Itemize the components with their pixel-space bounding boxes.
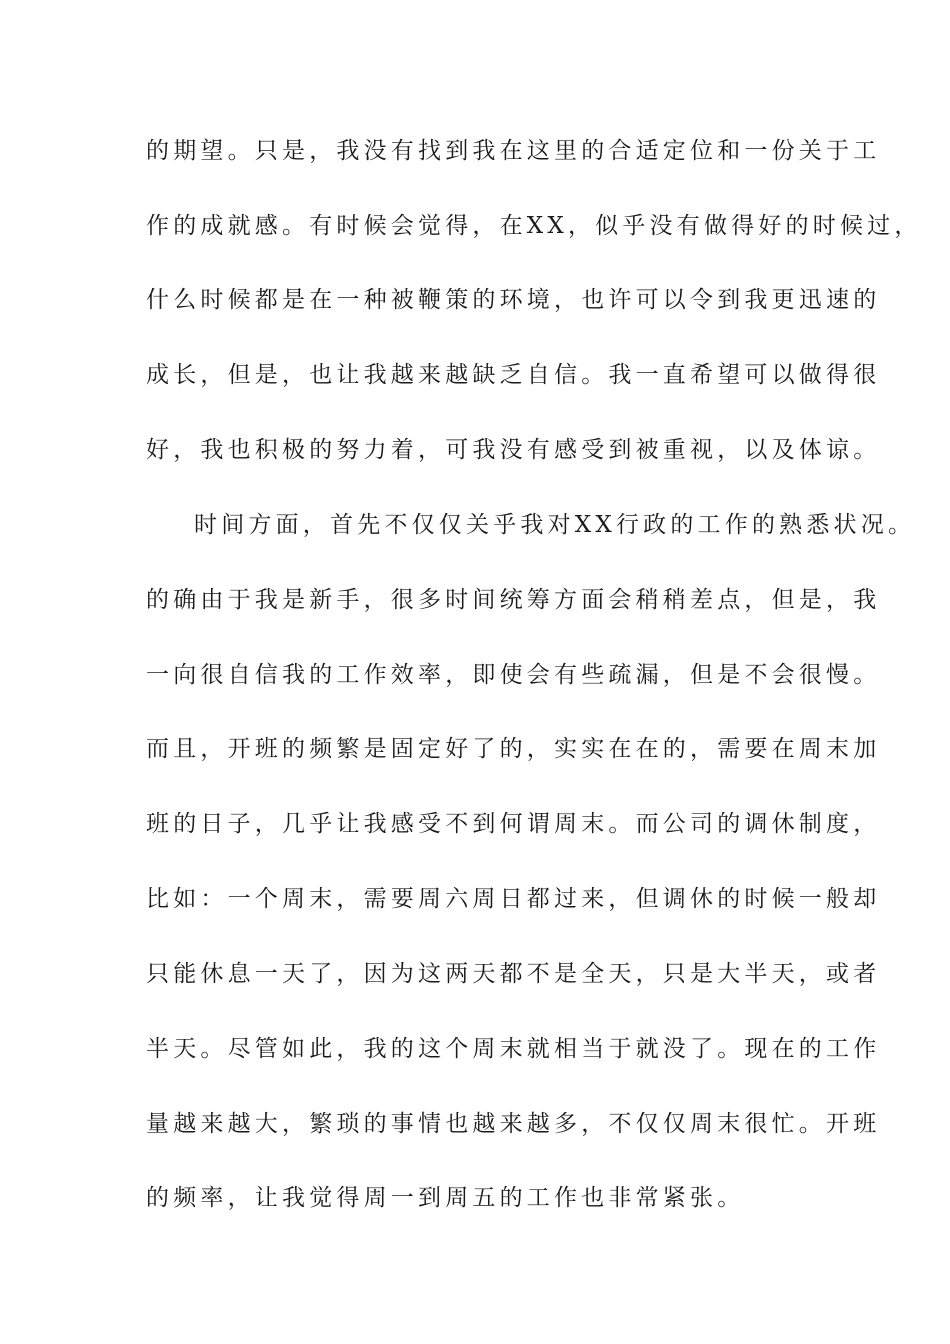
paragraph-line: 作的成就感。有时候会觉得，在XX，似乎没有做得好的时候过， <box>146 213 922 239</box>
paragraph-first-line: 时间方面，首先不仅仅关乎我对XX行政的工作的熟悉状况。 <box>194 512 916 538</box>
paragraph-line: 比如：一个周末，需要周六周日都过来，但调休的时候一般却 <box>146 886 881 912</box>
paragraph-line: 而且，开班的频繁是固定好了的，实实在在的，需要在周末加 <box>146 736 881 762</box>
paragraph-line: 一向很自信我的工作效率，即使会有些疏漏，但是不会很慢。 <box>146 662 881 688</box>
paragraph-line: 的期望。只是，我没有找到我在这里的合适定位和一份关于工 <box>146 138 881 164</box>
paragraph-line: 半天。尽管如此，我的这个周末就相当于就没了。现在的工作 <box>146 1036 881 1062</box>
paragraph-line: 的确由于我是新手，很多时间统筹方面会稍稍差点，但是，我 <box>146 587 881 613</box>
paragraph-line: 只能休息一天了，因为这两天都不是全天，只是大半天，或者 <box>146 961 881 987</box>
paragraph-line: 班的日子，几乎让我感受不到何谓周末。而公司的调休制度， <box>146 811 881 837</box>
paragraph-line: 成长，但是，也让我越来越缺乏自信。我一直希望可以做得很 <box>146 362 881 388</box>
paragraph-line: 什么时候都是在一种被鞭策的环境，也许可以令到我更迅速的 <box>146 287 881 313</box>
paragraph-line: 好，我也积极的努力着，可我没有感受到被重视，以及体谅。 <box>146 437 881 463</box>
paragraph-line: 量越来越大，繁琐的事情也越来越多，不仅仅周末很忙。开班 <box>146 1111 881 1137</box>
paragraph-line: 的频率，让我觉得周一到周五的工作也非常紧张。 <box>146 1185 745 1211</box>
